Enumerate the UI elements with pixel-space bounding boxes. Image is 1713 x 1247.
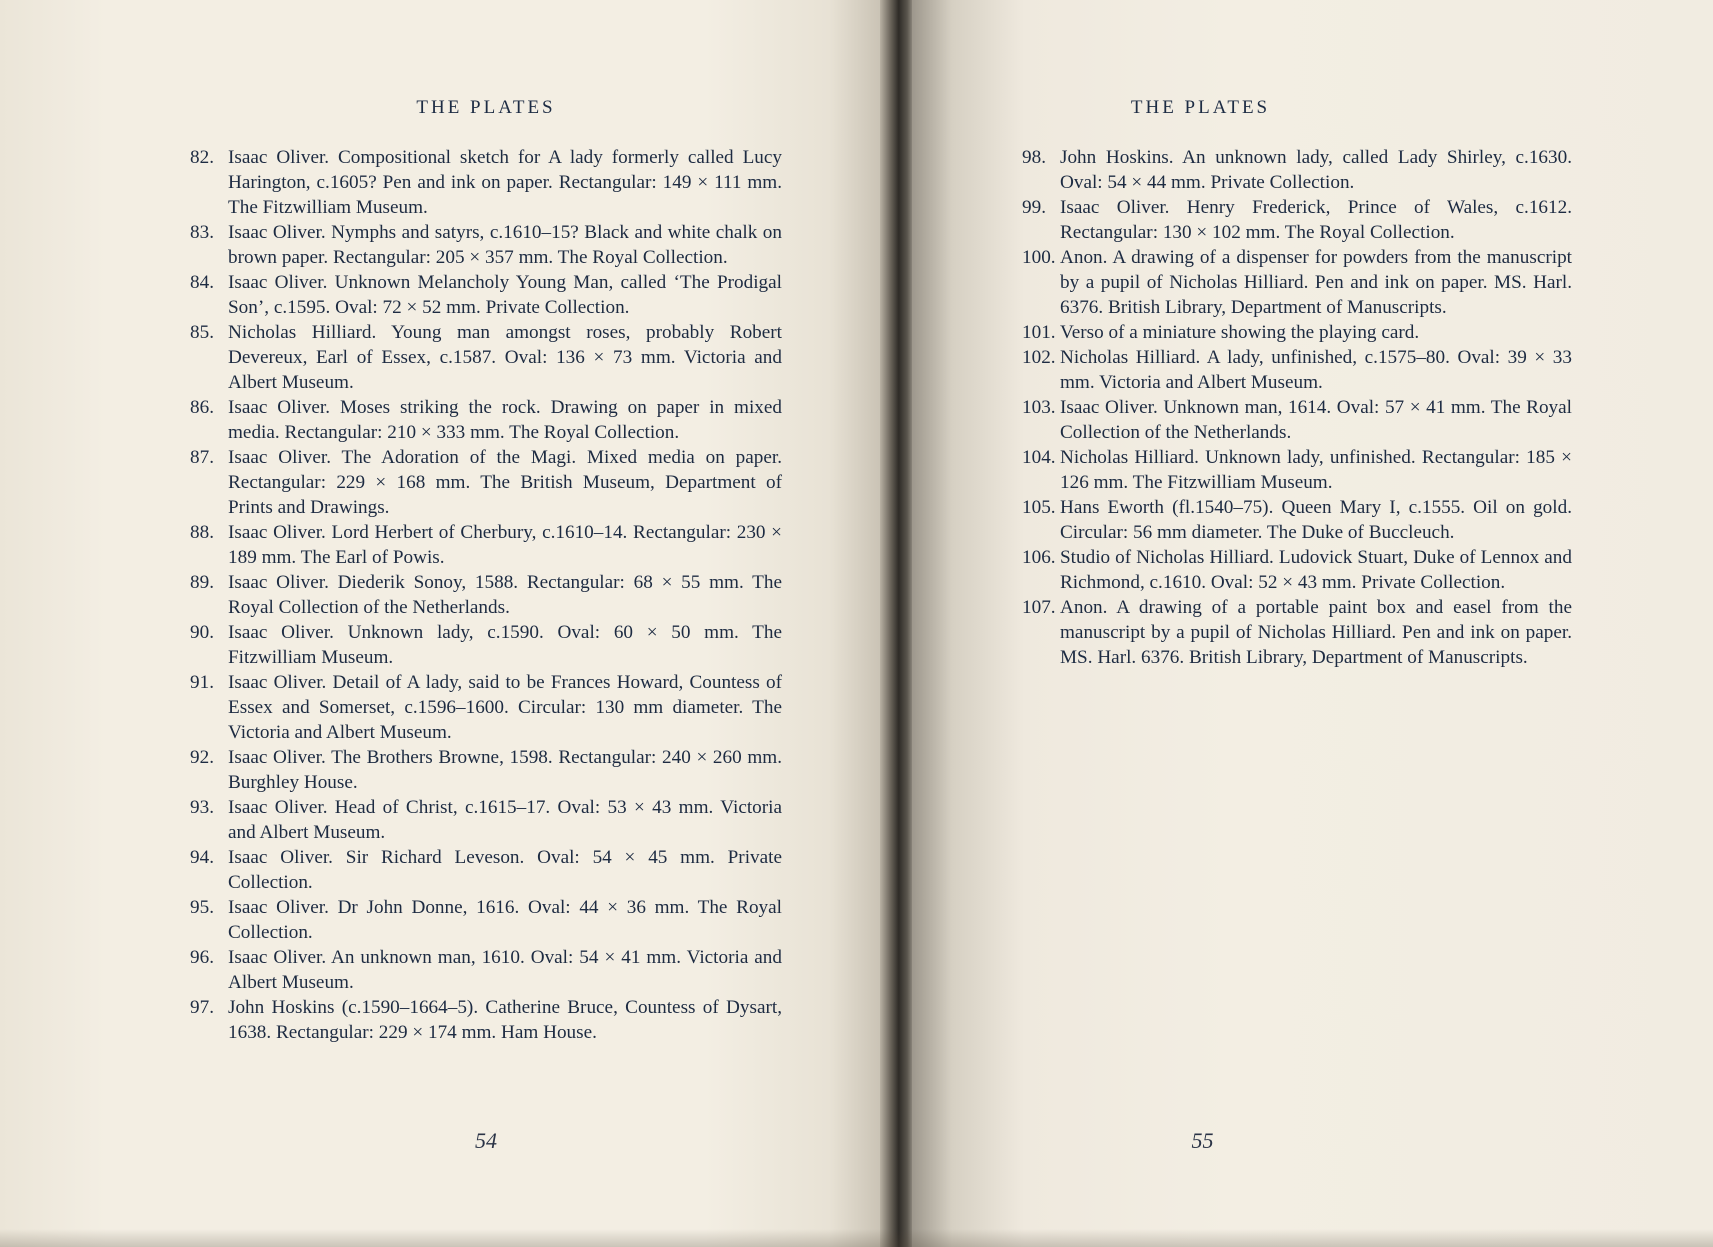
plate-entry [190,995,782,1045]
plate-entry [1022,495,1572,545]
plate-number: 99. [1022,197,1046,218]
plate-list [1022,145,1572,670]
plate-number: 86. [190,397,214,418]
plate-number: 102. [1022,347,1056,368]
plate-caption: Isaac Oliver. The Brothers Browne, 1598. Rectangular: 240 × 260 mm. Burghley House. [228,747,782,793]
plate-caption: Isaac Oliver. Head of Christ, c.1615–17. Oval: 53 × 43 mm. Victoria and Albert Museum. [228,797,782,843]
plate-number: 100. [1022,247,1056,268]
plate-caption: Isaac Oliver. Lord Herbert of Cherbury, c.1610–14. Rectangular: 230 × 189 mm. The Earl of Powis. [228,522,782,568]
plate-caption: Anon. A drawing of a portable paint box and easel from the manuscript by a pupil of Nicholas Hilliard. Pen and ink on paper. MS. Harl. 6376. British Library, Department of Manuscripts. [1060,597,1572,668]
plate-caption: Isaac Oliver. An unknown man, 1610. Oval: 54 × 41 mm. Victoria and Albert Museum. [228,947,782,993]
plate-list [190,145,782,1045]
plate-caption: Nicholas Hilliard. Unknown lady, unfinished. Rectangular: 185 × 126 mm. The Fitzwilliam Museum. [1060,447,1572,493]
plate-number: 91. [190,672,214,693]
plate-number: 101. [1022,322,1056,343]
plate-caption: Isaac Oliver. Compositional sketch for A lady formerly called Lucy Harington, c.1605? Pen and ink on paper. Rectangular: 149 × 111 mm. The Fitzwilliam Museum. [228,147,782,218]
plate-caption: Isaac Oliver. Sir Richard Leveson. Oval: 54 × 45 mm. Private Collection. [228,847,782,893]
running-head: THE PLATES [1130,97,1271,118]
plate-number: 87. [190,447,214,468]
plate-entry [190,670,782,745]
page-number: 54 [475,1128,497,1153]
plate-caption: John Hoskins (c.1590–1664–5). Catherine Bruce, Countess of Dysart, 1638. Rectangular: 229 × 174 mm. Ham House. [228,997,782,1043]
plate-entry [190,895,782,945]
plate-number: 97. [190,997,214,1018]
plate-entry [1022,445,1572,495]
plate-entry [1022,145,1572,195]
plate-entry [190,570,782,620]
plate-number: 88. [190,522,214,543]
plate-entry [190,445,782,520]
plate-caption: Anon. A drawing of a dispenser for powders from the manuscript by a pupil of Nicholas Hilliard. Pen and ink on paper. MS. Harl. 6376. British Library, Department of Manuscripts. [1060,247,1572,318]
plate-entry [1022,195,1572,245]
plate-entry [190,845,782,895]
plate-entry [190,320,782,395]
plate-entry [190,945,782,995]
plate-entry [190,220,782,270]
plate-caption: Studio of Nicholas Hilliard. Ludovick Stuart, Duke of Lennox and Richmond, c.1610. Oval: 52 × 43 mm. Private Collection. [1060,547,1572,593]
plate-number: 95. [190,897,214,918]
plate-number: 106. [1022,547,1056,568]
plate-caption: Isaac Oliver. Dr John Donne, 1616. Oval: 44 × 36 mm. The Royal Collection. [228,897,782,943]
plate-number: 90. [190,622,214,643]
plate-entry [190,395,782,445]
plate-number: 96. [190,947,214,968]
plate-caption: Hans Eworth (fl.1540–75). Queen Mary I, c.1555. Oil on gold. Circular: 56 mm diameter. The Duke of Buccleuch. [1060,497,1572,543]
plate-number: 107. [1022,597,1056,618]
plate-entry [190,795,782,845]
plate-caption: Isaac Oliver. The Adoration of the Magi. Mixed media on paper. Rectangular: 229 × 168 mm. The British Museum, Department of Prints and Drawings. [228,447,782,518]
plate-entry [1022,595,1572,670]
plate-caption: Nicholas Hilliard. A lady, unfinished, c.1575–80. Oval: 39 × 33 mm. Victoria and Albert Museum. [1060,347,1572,393]
plate-entry [1022,545,1572,595]
plate-number: 93. [190,797,214,818]
plate-number: 89. [190,572,214,593]
plate-number: 92. [190,747,214,768]
running-head: THE PLATES [416,97,556,118]
plate-caption: John Hoskins. An unknown lady, called Lady Shirley, c.1630. Oval: 54 × 44 mm. Private Collection. [1060,147,1572,193]
plate-entry [190,145,782,220]
plate-entry [190,745,782,795]
plate-number: 85. [190,322,214,343]
plate-number: 103. [1022,397,1056,418]
plate-number: 98. [1022,147,1046,168]
plate-caption: Isaac Oliver. Detail of A lady, said to be Frances Howard, Countess of Essex and Somerset, c.1596–1600. Circular: 130 mm diameter. The Victoria and Albert Museum. [228,672,782,743]
page-edge-shadow [0,1229,1713,1247]
page-number: 55 [1191,1128,1214,1153]
plate-number: 82. [190,147,214,168]
plate-entry [1022,320,1572,345]
right-page [912,0,1713,1247]
plate-caption: Nicholas Hilliard. Young man amongst roses, probably Robert Devereux, Earl of Essex, c.1587. Oval: 136 × 73 mm. Victoria and Albert Museum. [228,322,782,393]
plate-number: 94. [190,847,214,868]
plate-caption: Isaac Oliver. Nymphs and satyrs, c.1610–15? Black and white chalk on brown paper. Rectangular: 205 × 357 mm. The Royal Collection. [228,222,782,268]
plate-entry [190,270,782,320]
book-gutter [880,0,914,1247]
plate-number: 84. [190,272,214,293]
plate-caption: Isaac Oliver. Unknown lady, c.1590. Oval: 60 × 50 mm. The Fitzwilliam Museum. [228,622,782,668]
plate-caption: Isaac Oliver. Henry Frederick, Prince of Wales, c.1612. Rectangular: 130 × 102 mm. The Royal Collection. [1060,197,1572,243]
plate-entry [1022,345,1572,395]
plate-caption: Isaac Oliver. Diederik Sonoy, 1588. Rectangular: 68 × 55 mm. The Royal Collection of the Netherlands. [228,572,782,618]
plate-number: 83. [190,222,214,243]
plate-entry [1022,245,1572,320]
plate-entry [190,520,782,570]
plate-caption: Isaac Oliver. Moses striking the rock. Drawing on paper in mixed media. Rectangular: 210 × 333 mm. The Royal Collection. [228,397,782,443]
plate-caption: Isaac Oliver. Unknown man, 1614. Oval: 57 × 41 mm. The Royal Collection of the Netherlands. [1060,397,1572,443]
plate-number: 105. [1022,497,1056,518]
plate-number: 104. [1022,447,1056,468]
plate-entry [190,620,782,670]
plate-caption: Isaac Oliver. Unknown Melancholy Young Man, called ‘The Prodigal Son’, c.1595. Oval: 72 × 52 mm. Private Collection. [228,272,782,318]
plate-entry [1022,395,1572,445]
plate-caption: Verso of a miniature showing the playing card. [1060,322,1420,343]
